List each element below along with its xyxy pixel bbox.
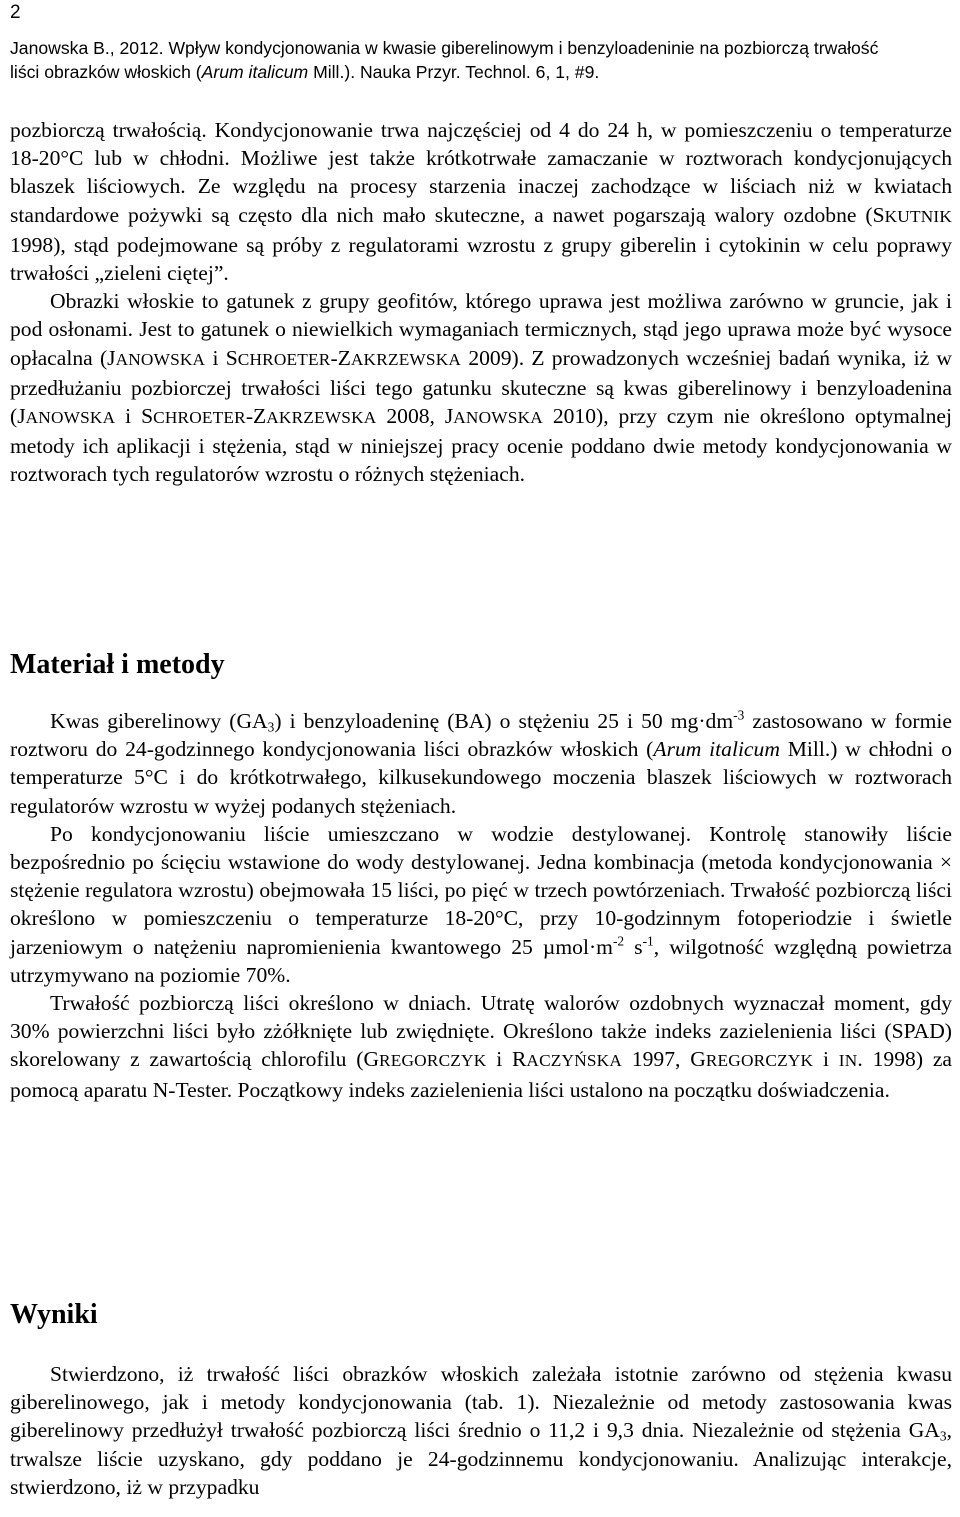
species-name: Arum italicum [201, 62, 309, 82]
citation-author-smallcaps: KUTNIK [884, 206, 952, 226]
text-run: pozbiorczą trwałością. Kondycjonowanie trwa najczęściej od 4 do 24 h, w pomieszczeniu o temperaturze 18-20°C lub w chłodni. Możliwe jest także krótkotrwałe zamaczanie w roztworach kondycjonujących blaszek liściowych. Ze względu na procesy starzenia inaczej zachodzące w liściach niż w kwiatach standardowe pożywki są często dla nich mało skuteczne, a nawet pogarszają walory ozdobne ( [10, 118, 952, 227]
section-heading-methods: Materiał i metody [10, 649, 225, 680]
citation-line-2 [10, 60, 955, 84]
text-run: Mill.) w chłodni o temperaturze 5°C i do krótkotrwałego, kilkusekundowego moczenia blaszek liściowych w roztworach regulatorów wzrostu w wyżej podanych stężeniach. [10, 737, 953, 818]
text-run: zastosowano w formie roztworu do 24-godzinnego kondycjonowania liści obrazków włoskich ( [10, 709, 952, 762]
paragraph [10, 116, 952, 287]
text-run: 1997, [622, 1047, 691, 1072]
citation-author-smallcaps: REGORCZYK [705, 1051, 814, 1071]
citation-author: J [17, 404, 26, 429]
text-run: . 1998) za pomocą aparatu N-Tester. Początkowy indeks zazielenienia liści ustalono na początku doświadczenia. [10, 1047, 952, 1102]
paragraph [10, 820, 952, 989]
citation-text: Mill.). Nauka Przyr. Technol. 6, 1, #9. [308, 62, 600, 82]
text-run: 2009). Z prowadzonych wcześniej badań wynika, iż w przedłużaniu pozbiorczej trwałości liści tego gatunku skuteczne są kwas giberelinowy i benzyloadenina ( [10, 345, 952, 429]
text-run: 1998), stąd podejmowane są próby z regulatorami wzrostu z grupy giberelin i cytokinin w celu poprawy trwałości „zieleni ciętej”. [10, 232, 952, 286]
text-run: Kwas giberelinowy (GA [50, 709, 268, 733]
citation-author-smallcaps: REGORCZYK [379, 1051, 487, 1071]
citation-author: G [690, 1047, 706, 1072]
citation-author-smallcaps: ACZYŃSKA [526, 1051, 623, 1071]
section-results [10, 1360, 952, 1501]
text-run: Po kondycjonowaniu liście umieszczano w wodzie destylowanej. Kontrolę stanowiły liście bezpośrednio po ścięciu wstawione do wody destylowanej. Jedna kombinacja (metoda kondycjonowania × stężenie regulatora wzrostu) obejmowała 15 liści, po pięć w trzech powtórzeniach. Trwałość pozbiorczą liści określono w pomieszczeniu o temperaturze 18-20°C, przy 10-godzinnym fotoperiodzie i świetle jarzeniowym o natężeniu napromienienia kwantowego 25 µmol·m [10, 821, 952, 959]
text-run: - [245, 404, 254, 429]
citation-author-smallcaps: ANOWSKA [25, 408, 116, 428]
superscript: -3 [733, 707, 745, 723]
citation-author: S [141, 404, 154, 429]
subscript: 3 [939, 1429, 947, 1445]
section-heading-results: Wyniki [10, 1299, 98, 1330]
citation-author: J [107, 345, 116, 370]
page-number: 2 [10, 2, 21, 23]
text-run: , wilgotność względną powietrza utrzymywano na poziomie 70%. [10, 934, 953, 987]
citation-author-smallcaps: CHROETER [237, 349, 331, 369]
text-run: Stwierdzono, iż trwałość liści obrazków włoskich zależała istotnie zarówno od stężenia kwasu giberelinowego, jak i metody kondycjonowania (tab. 1). Niezależnie od metody zastosowania kwas giberelinowy przedłużył trwałość pozbiorczą liści średnio o 11,2 i 9,3 dnia. Niezależnie od stężenia GA [10, 1362, 952, 1443]
citation-author-smallcaps: ANOWSKA [453, 408, 543, 428]
citation-author: Z [253, 404, 267, 429]
citation-author: S [872, 202, 885, 227]
citation-author: S [225, 345, 238, 370]
text-run: Trwałość pozbiorczą liści określono w dniach. Utratę walorów ozdobnych wyznaczał moment, gdy 30% powierzchni liści było zżółknięte lub zwiędnięte. Określono także indeks zazielenienia liści (SPAD) skorelowany z zawartością chlorofilu ( [10, 991, 952, 1072]
text-run: , trwalsze liście uzyskano, gdy poddano je 24-godzinnemu kondycjonowaniu. Analizując interakcje, stwierdzono, iż w przypadku [10, 1418, 952, 1499]
citation-author: Z [337, 345, 351, 370]
citation-author: J [444, 404, 454, 429]
citation-author: R [512, 1047, 527, 1072]
text-run: s [624, 934, 643, 959]
introduction-continued [10, 116, 952, 489]
paragraph [10, 1360, 952, 1501]
paragraph [10, 287, 952, 488]
text-run: - [330, 345, 338, 370]
running-header-citation [10, 36, 955, 84]
citation-author-smallcaps: CHROETER [153, 408, 246, 428]
text-run: i [205, 345, 226, 370]
superscript: -2 [612, 933, 625, 949]
species-name: Arum italicum [653, 737, 780, 762]
superscript: -1 [642, 933, 654, 949]
text-run: i [813, 1047, 839, 1072]
text-run: i [486, 1047, 512, 1072]
paragraph [10, 989, 952, 1104]
citation-author-smallcaps: ANOWSKA [115, 349, 206, 369]
text-run: 2008, [376, 404, 445, 429]
text-run: i [115, 404, 142, 429]
citation-text: liści obrazków włoskich ( [10, 62, 202, 82]
citation-et-al-smallcaps: IN [838, 1051, 858, 1071]
section-methods [10, 707, 952, 1104]
text-run: Obrazki włoskie to gatunek z grupy geofitów, którego uprawa jest możliwa zarówno w gruncie, jak i pod osłonami. Jest to gatunek o niewielkich wymaganiach termicznych, stąd jego uprawa może być wysoce opłacalna ( [10, 289, 952, 370]
paragraph [10, 707, 952, 820]
text-run: ) i benzyloadeninę (BA) o stężeniu 25 i 50 mg·dm [274, 709, 734, 733]
citation-author: G [363, 1047, 380, 1072]
subscript: 3 [267, 719, 275, 735]
citation-line-1: Janowska B., 2012. Wpływ kondycjonowania w kwasie giberelinowym i benzyloadeninie na pozbiorczą trwałość [10, 38, 879, 58]
citation-author-smallcaps: AKRZEWSKA [350, 349, 462, 369]
citation-author-smallcaps: AKRZEWSKA [266, 408, 377, 428]
text-run: 2010), przy czym nie określono optymalnej metody ich aplikacji i stężenia, stąd w niniejszej pracy ocenie poddano dwie metody kondycjonowania w roztworach tych regulatorów wzrostu o różnych stężeniach. [10, 404, 952, 487]
